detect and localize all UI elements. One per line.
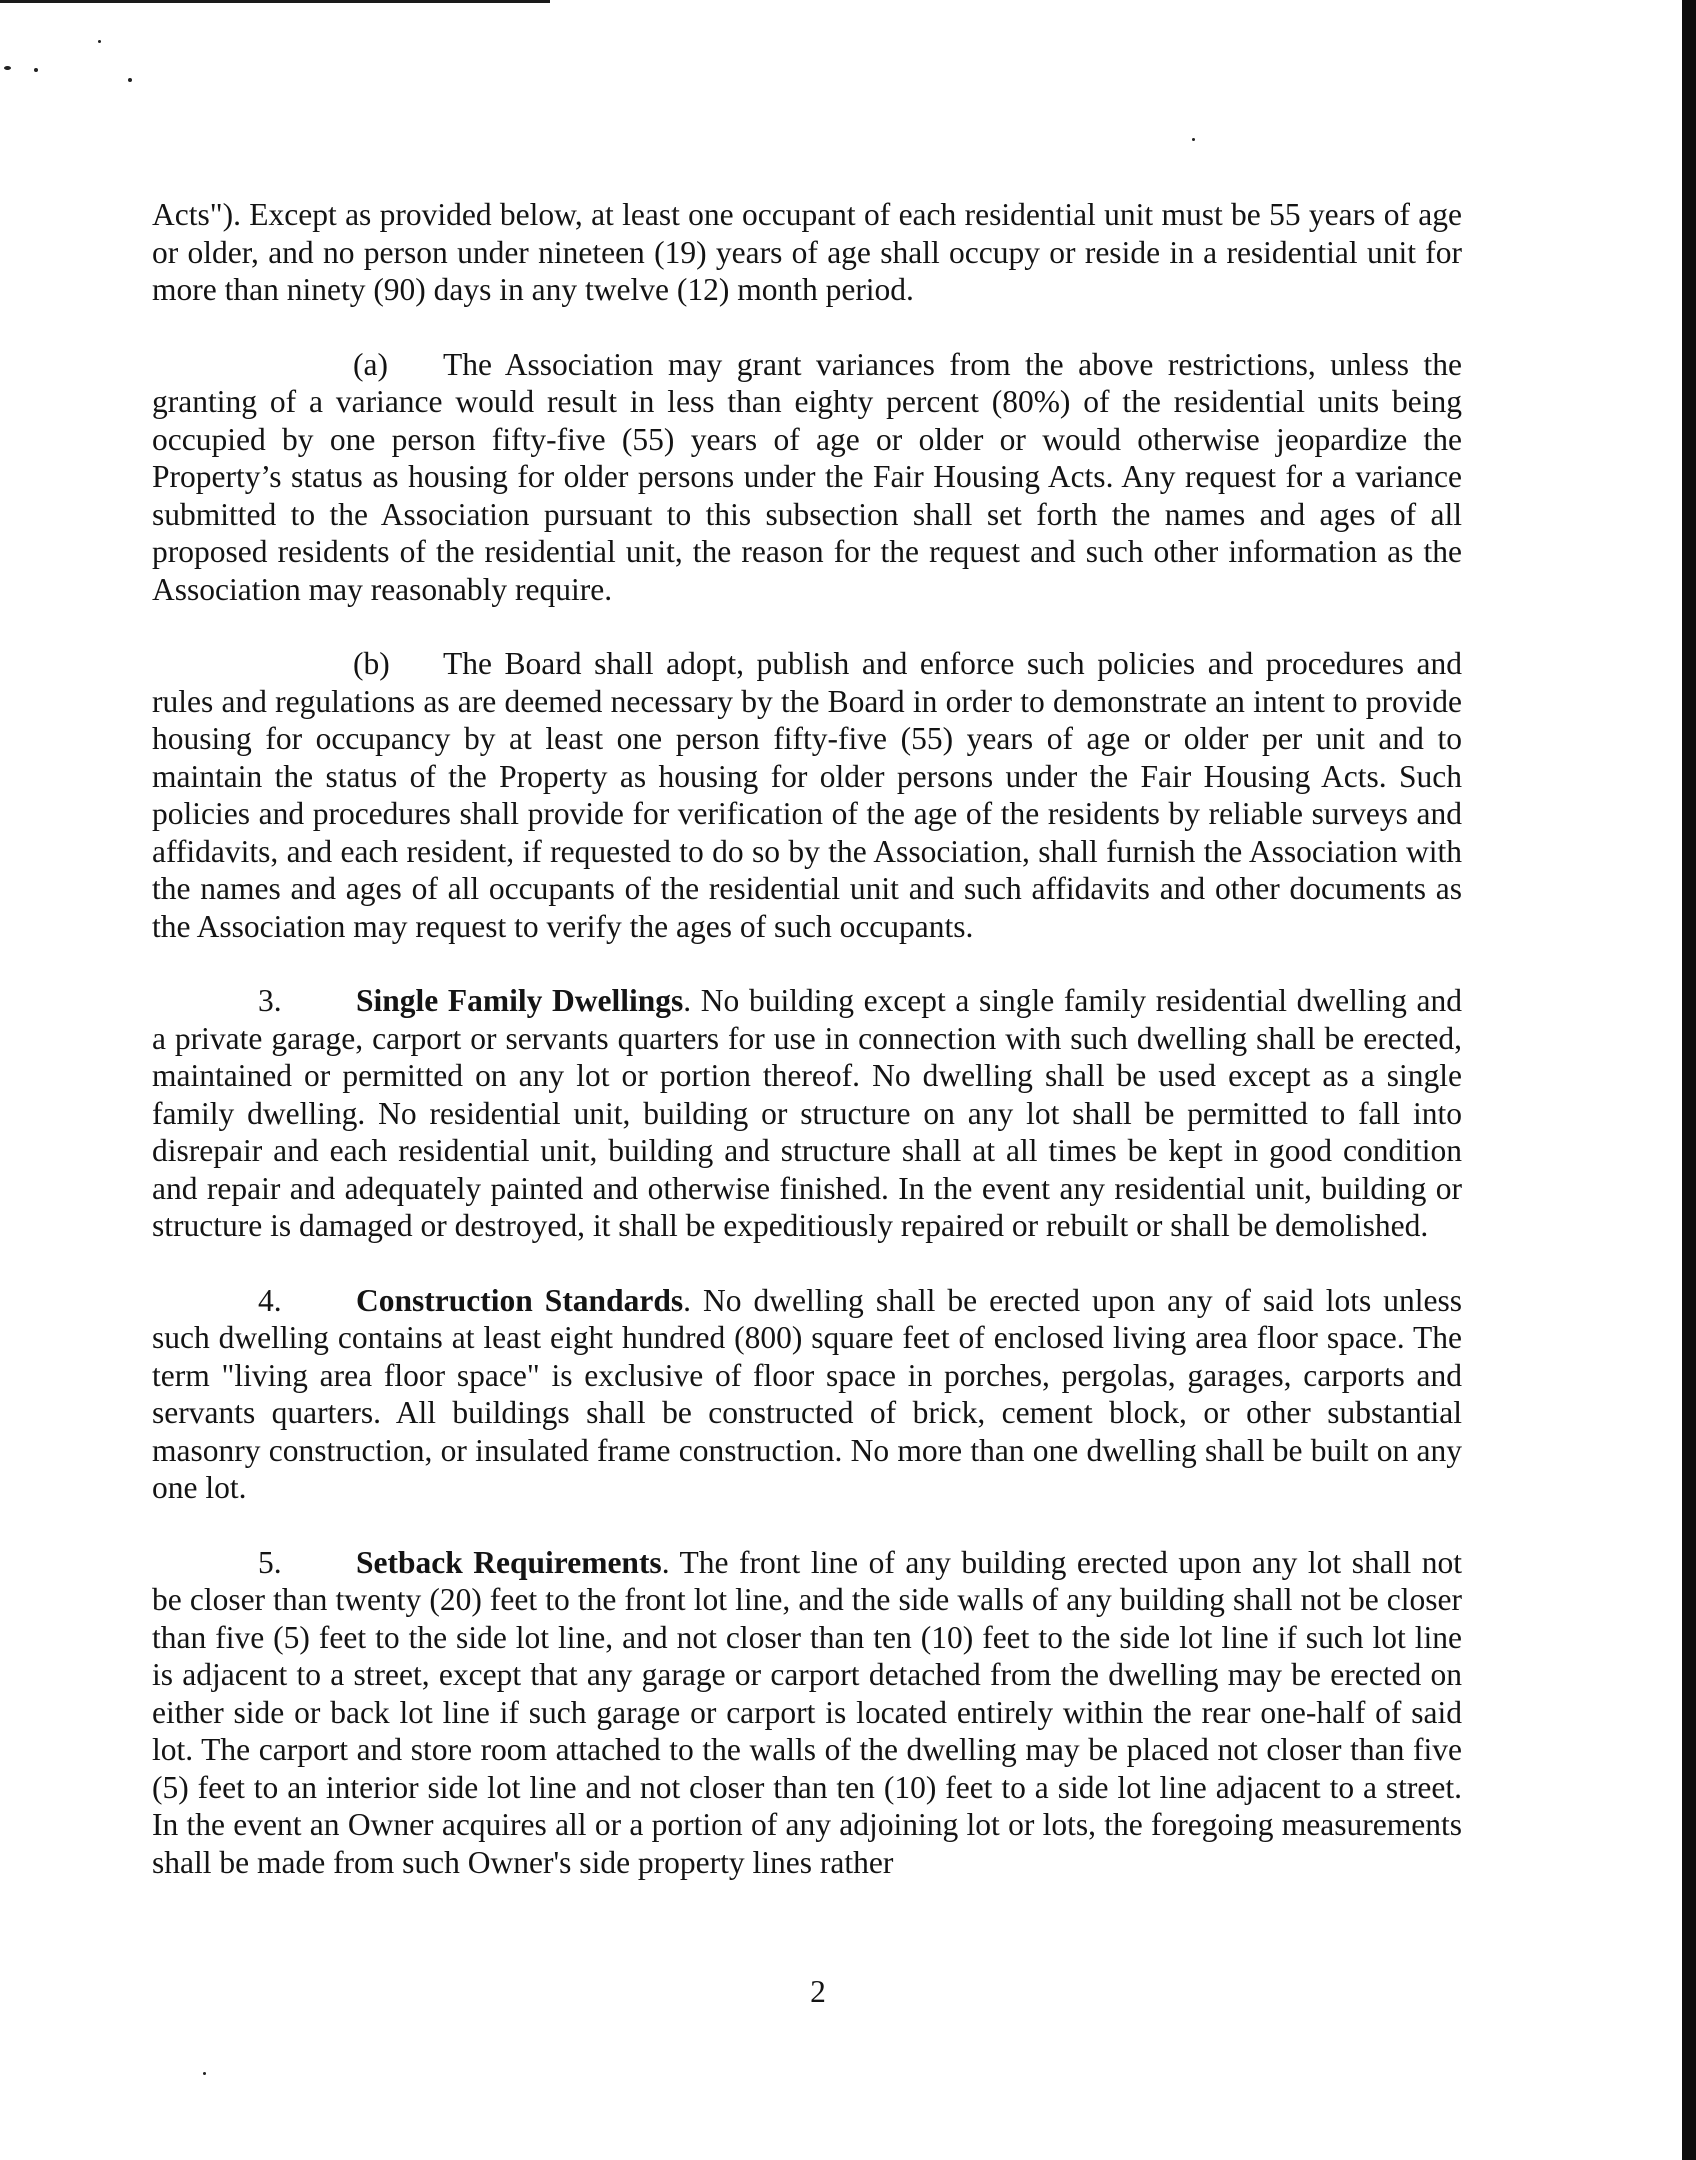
section-heading: Single Family Dwellings: [356, 983, 684, 1018]
subsection-b: [152, 645, 1462, 945]
scan-speck: [1192, 138, 1195, 141]
scan-speck: [128, 78, 132, 82]
scan-speck: [34, 68, 38, 72]
section-text: . No dwelling shall be erected upon any of said lots unless such dwelling contains at least eight hundred (800) square feet of enclosed living area floor space. The term "living area floor space" is exclusive of floor space in porches, pergolas, garages, carports and servants quarters. All buildings shall be constructed of brick, cement block, or other substantial masonry construction, or insulated frame construction. No more than one dwelling shall be built on any one lot.: [152, 1282, 1462, 1505]
scan-right-border: [1682, 0, 1696, 2160]
section-3: [152, 982, 1462, 1245]
section-text: . No building except a single family residential dwelling and a private garage, carport or servants quarters for use in connection with such dwelling shall be erected, maintained or permitted on any lot or portion thereof. No dwelling shall be used except as a single family dwelling. No residential unit, building or structure on any lot shall be permitted to fall into disrepair and each residential unit, building and structure shall at all times be kept in good condition and repair and adequately painted and otherwise finished. In the event any residential unit, building or structure is damaged or destroyed, it shall be expeditiously repaired or rebuilt or shall be demolished.: [152, 983, 1462, 1243]
page-number: 2: [810, 1974, 826, 2009]
section-text: . The front line of any building erected upon any lot shall not be closer than twenty (20) feet to the front lot line, and the side walls of any building shall not be closer than five (5) feet to the side lot line, and not closer than ten (10) feet to the side lot line if such lot line is adjacent to a street, except that any garage or carport detached from the dwelling may be erected on either side or back lot line if such garage or carport is located entirely within the rear one-half of said lot. The carport and store room attached to the walls of the dwelling may be placed not closer than five (5) feet to an interior side lot line and not closer than ten (10) feet to a side lot line adjacent to a street. In the event an Owner acquires all or a portion of any adjoining lot or lots, the foregoing measurements shall be made from such Owner's side property lines rather: [152, 1544, 1462, 1880]
section-number: 5.: [258, 1544, 282, 1580]
section-5: [152, 1544, 1462, 1882]
section-number: 4.: [258, 1282, 282, 1318]
subsection-a-text: The Association may grant variances from the above restrictions, unless the granting of a variance would result in less than eighty percent (80%) of the residential units being occupied by one person fifty-five (55) years of age or older or would otherwise jeopardize the Property’s status as housing for older persons under the Fair Housing Acts. Any request for a variance submitted to the Association pursuant to this subsection shall set forth the names and ages of all proposed residents of the residential unit, the reason for the request and such other information as the Association may reasonably require.: [152, 346, 1462, 607]
section-4: [152, 1282, 1462, 1507]
section-heading: Setback Requirements: [356, 1544, 662, 1580]
scan-speck: [203, 2072, 206, 2075]
subsection-b-label: (b): [353, 646, 390, 681]
scan-top-border: [0, 0, 550, 3]
section-heading: Construction Standards: [356, 1282, 684, 1318]
scan-speck: [98, 40, 101, 43]
scan-speck: [4, 66, 11, 70]
subsection-a: [152, 346, 1462, 609]
subsection-b-text: The Board shall adopt, publish and enforce such policies and procedures and rules and regulations as are deemed necessary by the Board in order to demonstrate an intent to provide housing for occupancy by at least one person fifty-five (55) years of age or older per unit and to maintain the status of the Property as housing for older persons under the Fair Housing Acts. Such policies and procedures shall provide for verification of the age of the residents by reliable surveys and affidavits, and each resident, if requested to do so by the Association, shall furnish the Association with the names and ages of all occupants of the residential unit and such affidavits and other documents as the Association may request to verify the ages of such occupants.: [152, 646, 1462, 944]
section-number: 3.: [258, 983, 282, 1018]
document-body: [152, 196, 1462, 1918]
intro-paragraph: Acts"). Except as provided below, at least one occupant of each residential unit must be 55 years of age or older, and no person under nineteen (19) years of age shall occupy or reside in a residential unit for more than ninety (90) days in any twelve (12) month period.: [152, 197, 1462, 307]
subsection-a-label: (a): [353, 346, 388, 382]
